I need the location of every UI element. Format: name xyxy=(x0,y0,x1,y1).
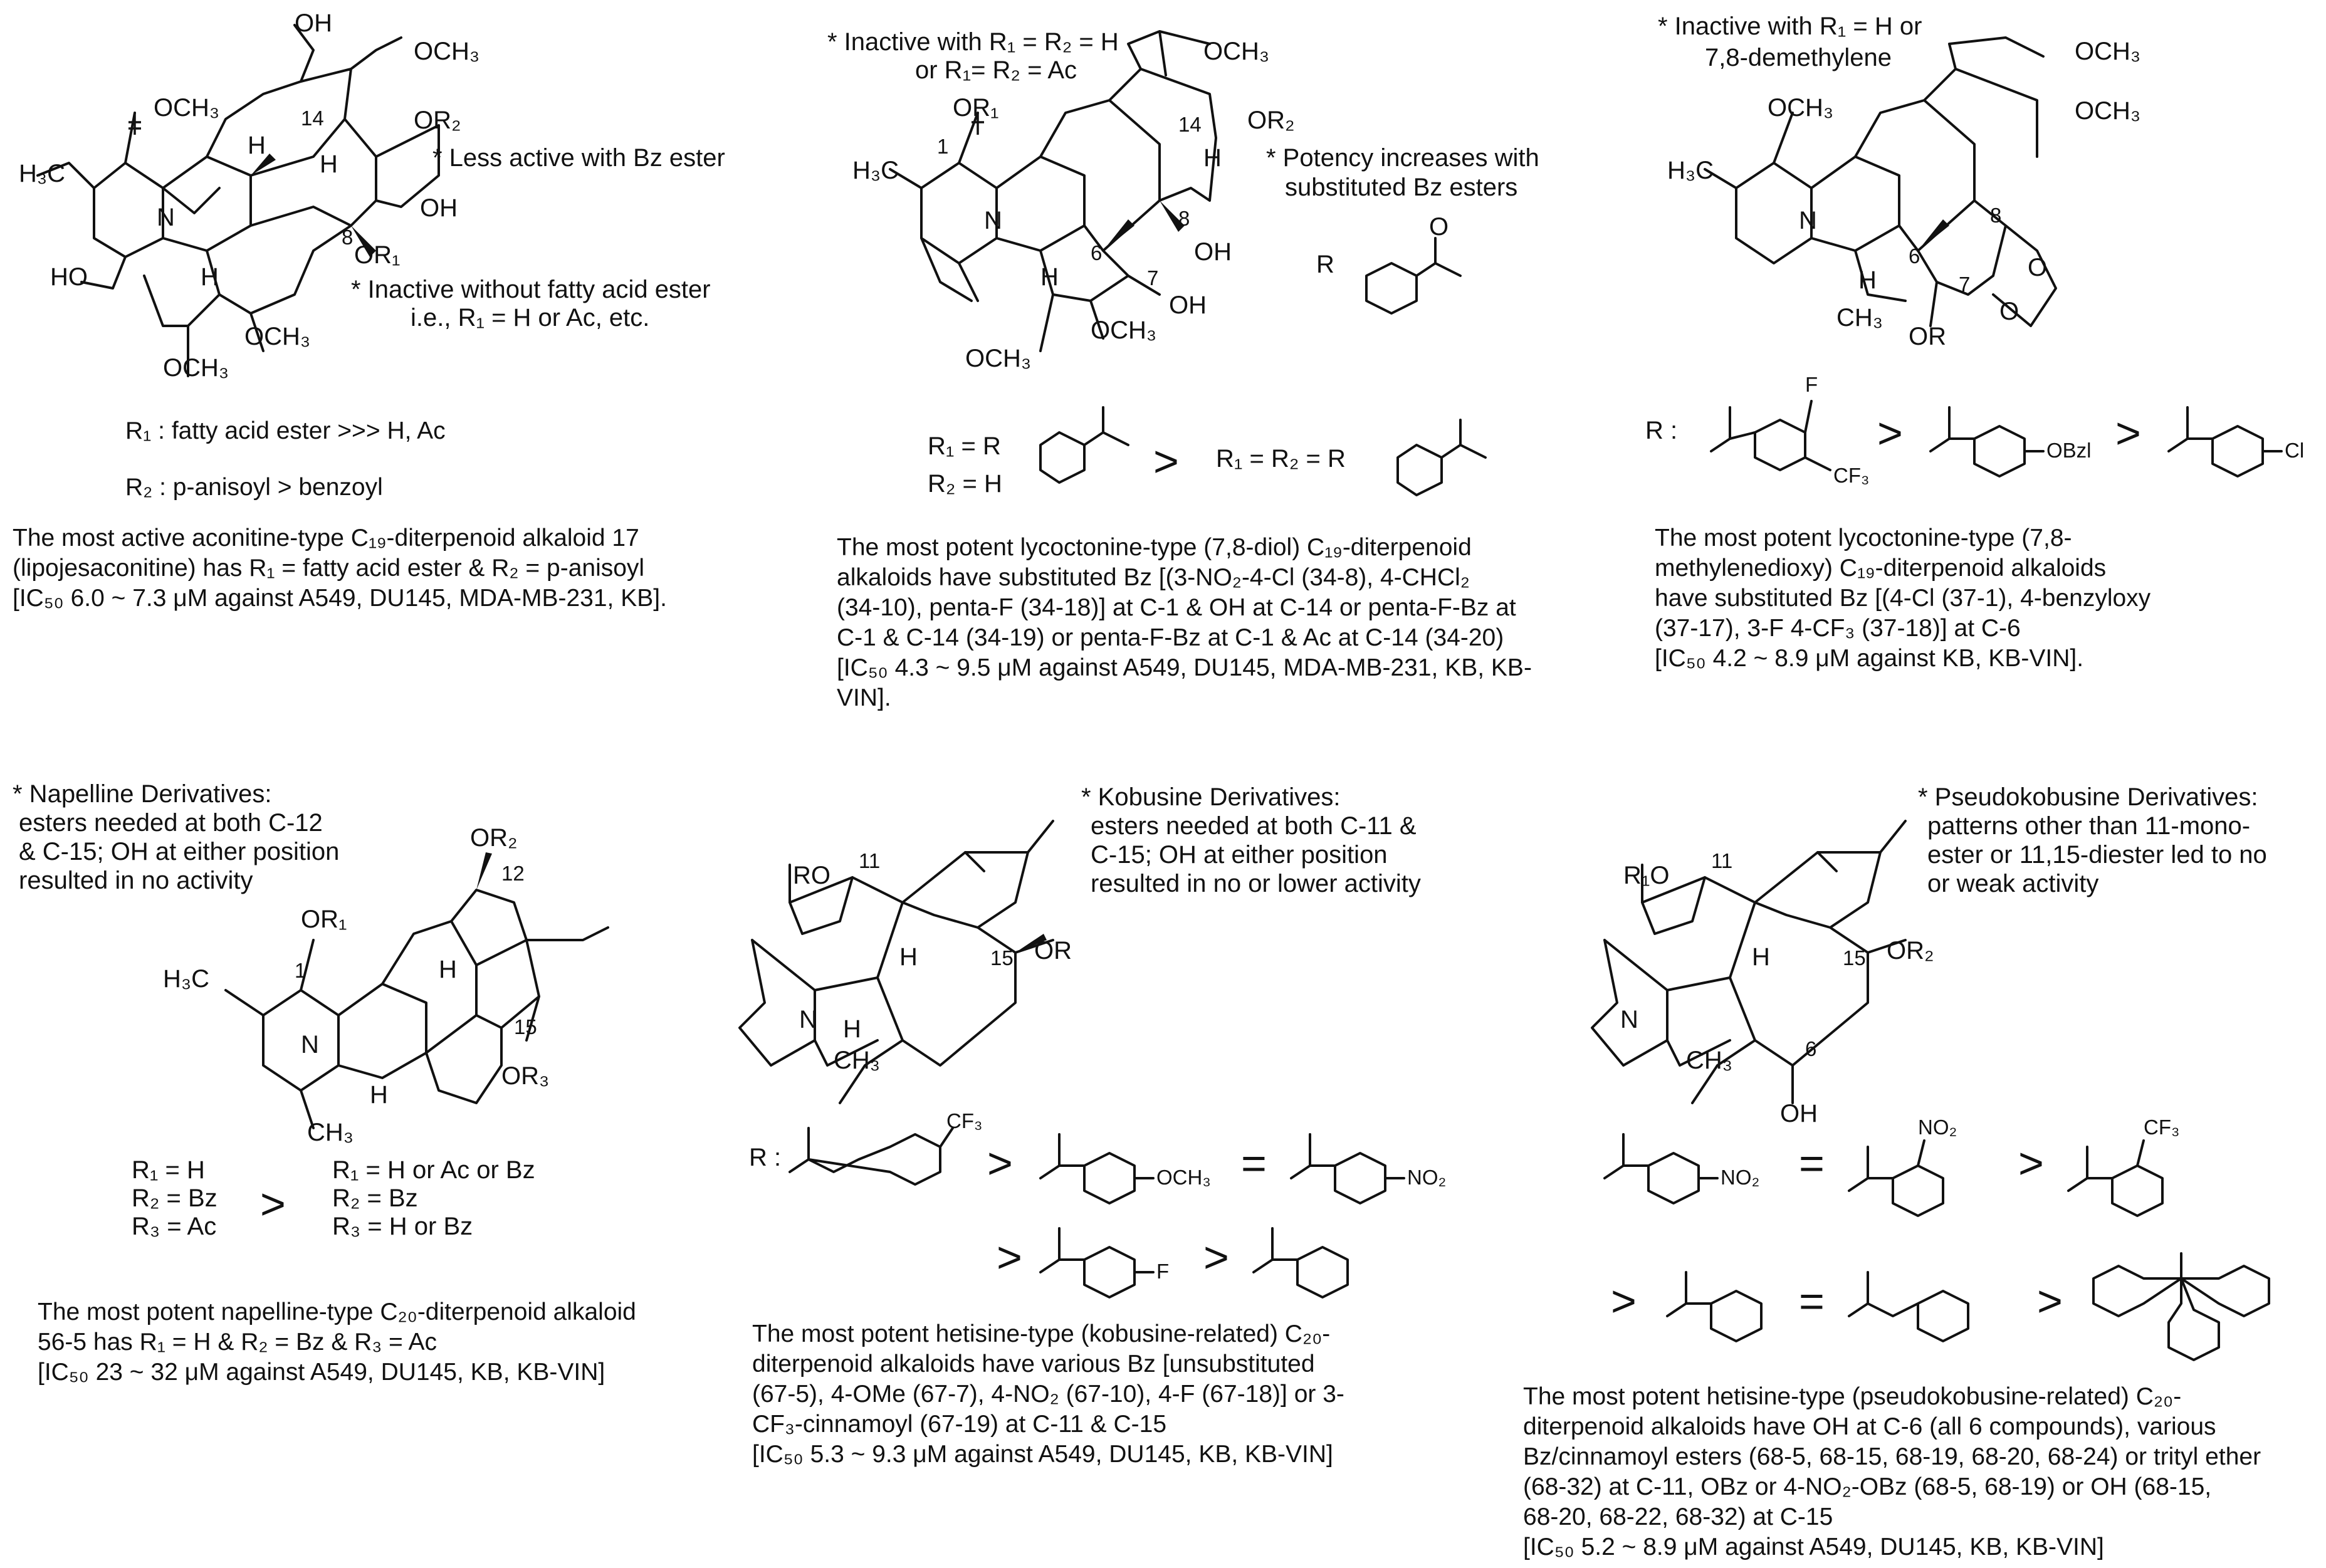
note-2: patterns other than 11-mono- xyxy=(1927,812,2251,840)
sar-gt2: > xyxy=(997,1233,1022,1282)
caption-line: [IC₅₀ 5.3 ~ 9.3 μM against A549, DU145, KB, KB-VIN] xyxy=(752,1441,1333,1468)
label-h1: H xyxy=(899,943,918,971)
label-h1: H xyxy=(1203,144,1222,172)
label-or2: OR₂ xyxy=(1247,107,1295,134)
label-or2: OR₂ xyxy=(1887,937,1934,964)
sar-r: R : xyxy=(1645,417,1678,444)
label-ch3: CH₃ xyxy=(1686,1047,1733,1074)
note-inactive-2: 7,8-demethylene xyxy=(1705,44,1892,71)
label-h3c: H₃C xyxy=(1667,157,1714,184)
label-h2: H xyxy=(843,1015,861,1043)
caption-line: The most potent lycoctonine-type (7,8- xyxy=(1655,525,2072,551)
kobusine-structure xyxy=(740,783,1446,1297)
label-ro: RO xyxy=(793,862,830,889)
caption-line: (68-32) at C-11, OBz or 4-NO₂-OBz (68-5, 68-19) or OH (68-15, xyxy=(1523,1473,2212,1500)
sar-no2-b: NO₂ xyxy=(1918,1116,1957,1139)
caption-line: (34-10), penta-F (34-18)] at C-1 & OH at C-14 or penta-F-Bz at xyxy=(837,594,1516,621)
caption-lycoctonine-diol xyxy=(837,533,1608,713)
caption-line: The most potent hetisine-type (kobusine-related) C₂₀- xyxy=(752,1320,1331,1347)
caption-pseudokobusine xyxy=(1523,1382,2319,1562)
label-c15: 15 xyxy=(1843,946,1866,970)
caption-line: Bz/cinnamoyl esters (68-5, 68-15, 68-19, 68-20, 68-24) or trityl ether xyxy=(1523,1443,2261,1470)
label-or1: OR₁ xyxy=(354,241,401,269)
label-oh-right: OH xyxy=(420,194,458,222)
sar-gt1: > xyxy=(987,1139,1013,1188)
label-c7: 7 xyxy=(1959,273,1971,296)
sar-cl: Cl xyxy=(2285,439,2305,462)
label-h2: H xyxy=(1040,263,1059,291)
sar-eq: = xyxy=(1241,1139,1267,1188)
sar-r1: R₁ = R xyxy=(928,432,1001,460)
aconitine-structure xyxy=(19,9,725,382)
sar-cf3: CF₃ xyxy=(1833,464,1870,487)
caption-line: 68-20, 68-22, 68-32) at C-15 xyxy=(1523,1503,1833,1530)
sar-greater: > xyxy=(1153,437,1179,486)
sar-no2: NO₂ xyxy=(1407,1166,1447,1189)
note-4: resulted in no or lower activity xyxy=(1091,870,1421,897)
label-h: H xyxy=(1858,266,1877,294)
sar-right-r2: R₂ = Bz xyxy=(332,1184,418,1212)
label-c12: 12 xyxy=(501,862,525,885)
caption-line: The most potent lycoctonine-type (7,8-diol) C₁₉-diterpenoid xyxy=(837,534,1472,561)
label-och3-bottom2: OCH₃ xyxy=(163,354,229,382)
caption-line: (lipojesaconitine) has R₁ = fatty acid ester & R₂ = p-anisoyl xyxy=(13,555,645,582)
label-c11: 11 xyxy=(1711,849,1733,872)
label-n: N xyxy=(984,207,1002,234)
sar-left-r3: R₃ = Ac xyxy=(132,1213,217,1240)
note-inactive-1: * Inactive with R₁ = H or xyxy=(1658,13,1922,40)
caption-line: (37-17), 3-F 4-CF₃ (37-18)] at C-6 xyxy=(1655,615,2021,642)
label-ho: HO xyxy=(50,263,88,291)
caption-line: The most potent napelline-type C₂₀-diterpenoid alkaloid xyxy=(38,1299,636,1325)
sar-cf3: CF₃ xyxy=(2144,1116,2180,1139)
label-c14: 14 xyxy=(1178,113,1202,136)
label-ch3: CH₃ xyxy=(1836,304,1883,332)
note-less-active: * Less active with Bz ester xyxy=(432,144,725,172)
sar-eq1: = xyxy=(1799,1139,1825,1188)
label-och3-b: OCH₃ xyxy=(1768,94,1834,122)
note-potency-2: substituted Bz esters xyxy=(1285,174,1518,201)
sar-gt1: > xyxy=(2018,1139,2044,1188)
sar-left-r2: R₂ = Bz xyxy=(132,1184,217,1212)
label-or1: OR₁ xyxy=(953,94,999,122)
label-h2: H xyxy=(370,1081,388,1109)
caption-line: [IC₅₀ 6.0 ~ 7.3 μM against A549, DU145, MDA-MB-231, KB]. xyxy=(13,585,667,612)
sar-och3: OCH₃ xyxy=(1156,1166,1211,1189)
label-h1: H xyxy=(439,956,457,983)
caption-line: VIN]. xyxy=(837,684,891,711)
note-4: resulted in no activity xyxy=(19,867,253,894)
label-or: OR xyxy=(1909,323,1946,350)
sar-cf3: CF₃ xyxy=(946,1109,983,1132)
lycoctonine-diol-structure xyxy=(827,28,1539,498)
caption-line: [IC₅₀ 23 ~ 32 μM against A549, DU145, KB, KB-VIN] xyxy=(38,1359,605,1386)
caption-line: methylenedioxy) C₁₉-diterpenoid alkaloids xyxy=(1655,555,2107,582)
label-r: R xyxy=(1316,251,1334,278)
label-c14: 14 xyxy=(301,107,324,130)
sar-r2-line: R₂ : p-anisoyl > benzoyl xyxy=(125,474,383,501)
label-n: N xyxy=(799,1006,817,1033)
label-ch3: CH₃ xyxy=(834,1047,881,1074)
label-n: N xyxy=(1799,207,1817,234)
note-3: & C-15; OH at either position xyxy=(19,838,340,865)
label-och3-bottom: OCH₃ xyxy=(244,323,311,350)
label-h2: H xyxy=(248,132,266,159)
label-c8: 8 xyxy=(342,226,354,249)
label-h1: H xyxy=(201,263,219,291)
label-c1: 1 xyxy=(937,135,949,158)
label-c1: 1 xyxy=(295,959,306,982)
note-3: C-15; OH at either position xyxy=(1091,841,1388,869)
label-h3c: H₃C xyxy=(163,965,210,993)
label-n: N xyxy=(301,1031,319,1058)
label-c7: 7 xyxy=(1147,266,1159,290)
note-1: * Pseudokobusine Derivatives: xyxy=(1918,783,2258,811)
sar-gt2: > xyxy=(1611,1277,1637,1325)
label-or2: OR₂ xyxy=(414,107,461,134)
label-c6: 6 xyxy=(1805,1037,1817,1060)
label-o2: O xyxy=(1999,298,2020,325)
label-o1: O xyxy=(2028,254,2048,281)
note-1: * Kobusine Derivatives: xyxy=(1081,783,1341,811)
label-och3-c: OCH₃ xyxy=(2075,97,2141,125)
caption-line: have substituted Bz [(4-Cl (37-1), 4-benzyloxy xyxy=(1655,585,2151,612)
caption-line: CF₃-cinnamoyl (67-19) at C-11 & C-15 xyxy=(752,1411,1167,1438)
lycoctonine-methylenedioxy-structure xyxy=(1645,13,2304,487)
note-inactive: * Inactive without fatty acid ester xyxy=(351,276,711,303)
sar-gt1: > xyxy=(1877,409,1903,457)
label-c15: 15 xyxy=(990,946,1014,970)
note-potency-1: * Potency increases with xyxy=(1266,144,1539,172)
note-inactive-2: or R₁= R₂ = Ac xyxy=(915,56,1077,84)
caption-lycoctonine-methylenedioxy xyxy=(1655,523,2313,674)
label-oh-top: OH xyxy=(295,9,332,37)
label-och3-a: OCH₃ xyxy=(2075,38,2141,65)
sar-f: F xyxy=(1156,1260,1170,1283)
note-inactive-1: * Inactive with R₁ = R₂ = H xyxy=(827,28,1119,56)
sar-r1r2: R₁ = R₂ = R xyxy=(1216,445,1346,473)
label-och3-top: OCH₃ xyxy=(1203,38,1270,65)
label-oh7: OH xyxy=(1169,291,1207,319)
label-och3-bottom: OCH₃ xyxy=(965,345,1032,372)
label-r1o: R₁O xyxy=(1623,862,1670,889)
label-h3c: H₃C xyxy=(19,160,66,187)
sar-gt3: > xyxy=(1203,1233,1229,1282)
sar-greater: > xyxy=(260,1179,286,1228)
caption-line: [IC₅₀ 4.2 ~ 8.9 μM against KB, KB-VIN]. xyxy=(1655,645,2084,672)
sar-gt3: > xyxy=(2037,1277,2063,1325)
caption-line: diterpenoid alkaloids have various Bz [unsubstituted xyxy=(752,1351,1315,1377)
label-or3: OR₃ xyxy=(501,1062,550,1090)
label-oh: OH xyxy=(1780,1100,1818,1127)
caption-line: The most active aconitine-type C₁₉-diterpenoid alkaloid 17 xyxy=(13,525,639,551)
sar-f: F xyxy=(1805,373,1818,396)
pseudokobusine-structure xyxy=(1592,783,2269,1360)
note-ie: i.e., R₁ = H or Ac, etc. xyxy=(411,304,650,332)
label-och3-6: OCH₃ xyxy=(1091,316,1157,344)
label-c8: 8 xyxy=(1178,207,1190,230)
label-or1: OR₁ xyxy=(301,906,347,933)
sar-r2: R₂ = H xyxy=(928,470,1002,498)
label-c6: 6 xyxy=(1091,241,1103,264)
sar-left-r1: R₁ = H xyxy=(132,1156,205,1184)
label-h3c: H₃C xyxy=(852,157,899,184)
label-h: H xyxy=(1752,943,1770,971)
napelline-structure xyxy=(13,780,608,1240)
sar-r1-line: R₁ : fatty acid ester >>> H, Ac xyxy=(125,417,446,444)
label-o: O xyxy=(1429,213,1449,241)
caption-line: C-1 & C-14 (34-19) or penta-F-Bz at C-1 & Ac at C-14 (34-20) xyxy=(837,624,1504,651)
caption-line: (67-5), 4-OMe (67-7), 4-NO₂ (67-10), 4-F (67-18)] or 3- xyxy=(752,1381,1344,1408)
label-or2: OR₂ xyxy=(470,824,518,852)
label-h3: H xyxy=(320,150,338,178)
sar-no2-a: NO₂ xyxy=(1721,1166,1760,1189)
note-3: ester or 11,15-diester led to no xyxy=(1927,841,2267,869)
note-4: or weak activity xyxy=(1927,870,2099,897)
label-och3-left: OCH₃ xyxy=(154,94,220,122)
sar-gt2: > xyxy=(2115,409,2141,457)
caption-line: [IC₅₀ 5.2 ~ 8.9 μM against A549, DU145, KB, KB-VIN] xyxy=(1523,1534,2104,1560)
caption-kobusine xyxy=(752,1319,1523,1470)
label-ch3: CH₃ xyxy=(307,1119,354,1146)
caption-line: [IC₅₀ 4.3 ~ 9.5 μM against A549, DU145, MDA-MB-231, KB, KB- xyxy=(837,654,1532,681)
note-1: * Napelline Derivatives: xyxy=(13,780,272,808)
sar-right-r3: R₃ = H or Bz xyxy=(332,1213,473,1240)
label-c11: 11 xyxy=(859,849,881,872)
caption-line: 56-5 has R₁ = H & R₂ = Bz & R₃ = Ac xyxy=(38,1329,437,1356)
caption-line: diterpenoid alkaloids have OH at C-6 (all 6 compounds), various xyxy=(1523,1413,2216,1440)
label-och3-top: OCH₃ xyxy=(414,38,480,65)
note-2: esters needed at both C-12 xyxy=(19,809,323,837)
caption-aconitine xyxy=(13,523,777,614)
label-c6: 6 xyxy=(1909,244,1920,268)
caption-line: alkaloids have substituted Bz [(3-NO₂-4-Cl (34-8), 4-CHCl₂ xyxy=(837,564,1470,591)
sar-right-r1: R₁ = H or Ac or Bz xyxy=(332,1156,535,1184)
sar-obzl: OBzl xyxy=(2046,439,2092,462)
note-2: esters needed at both C-11 & xyxy=(1091,812,1417,840)
sar-eq2: = xyxy=(1799,1277,1825,1325)
caption-line: The most potent hetisine-type (pseudokobusine-related) C₂₀- xyxy=(1523,1383,2182,1410)
caption-napelline xyxy=(38,1297,758,1388)
label-n: N xyxy=(1620,1006,1638,1033)
label-n: N xyxy=(157,204,175,231)
label-c15: 15 xyxy=(514,1015,537,1038)
sar-r: R : xyxy=(749,1144,782,1171)
label-oh8: OH xyxy=(1194,238,1232,266)
label-or: OR xyxy=(1034,937,1072,964)
label-c8: 8 xyxy=(1990,204,2002,227)
